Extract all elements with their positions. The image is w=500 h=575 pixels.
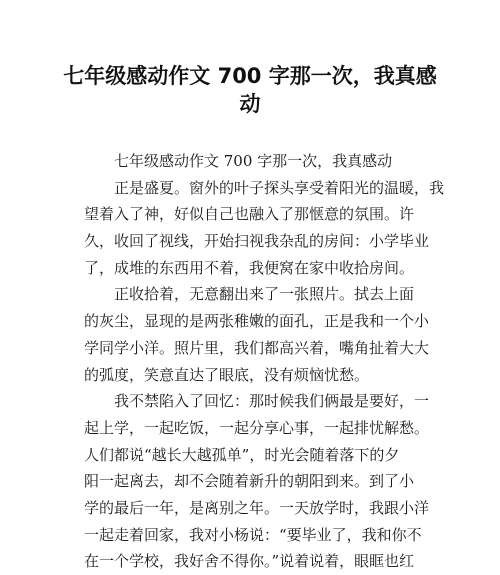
body-line: 望着入了神，好似自己也融入了那惬意的氛围。许 (84, 205, 415, 224)
body-line: 一起走着回家，我对小杨说：“要毕业了，我和你不 (84, 525, 422, 544)
body-line: 久，收回了视线，开始扫视我杂乱的房间：小学毕业 (84, 232, 430, 251)
document-title-line-2: 动 (239, 92, 261, 116)
body-line: 在一个学校，我好舍不得你。”说着说着，眼眶也红 (84, 552, 415, 571)
body-line: 七年级感动作文 700 字那一次，我真感动 (114, 152, 393, 170)
body-line: 起上学，一起吃饭，一起分享心事，一起排忧解愁。 (84, 418, 430, 437)
body-line: 正收拾着，无意翻出来了一张照片。拭去上面 (114, 285, 415, 304)
body-line: 了，成堆的东西用不着，我便窝在家中收拾房间。 (84, 258, 415, 277)
body-line: 正是盛夏。窗外的叶子探头享受着阳光的温暖，我 (114, 178, 444, 197)
document-body (84, 148, 444, 575)
body-line: 阳一起离去，却不会随着新升的朝阳到来。到了小 (84, 472, 415, 491)
document-title-line-1: 七年级感动作文 700 字那一次，我真感 (63, 64, 437, 88)
body-line: 学同学小洋。照片里，我们都高兴着，嘴角扯着大大 (84, 338, 430, 357)
body-line: 我不禁陷入了回忆：那时候我们俩最是要好，一 (114, 392, 430, 411)
body-line: 人们都说“越长大越孤单”，时光会随着落下的夕 (84, 445, 400, 464)
body-line: 的灰尘，显现的是两张稚嫩的面孔，正是我和一个小 (84, 312, 430, 331)
body-line: 学的最后一年，是离别之年。一天放学时，我跟小洋 (84, 498, 430, 517)
body-line: 的弧度，笑意直达了眼底，没有烦恼忧愁。 (84, 365, 370, 384)
